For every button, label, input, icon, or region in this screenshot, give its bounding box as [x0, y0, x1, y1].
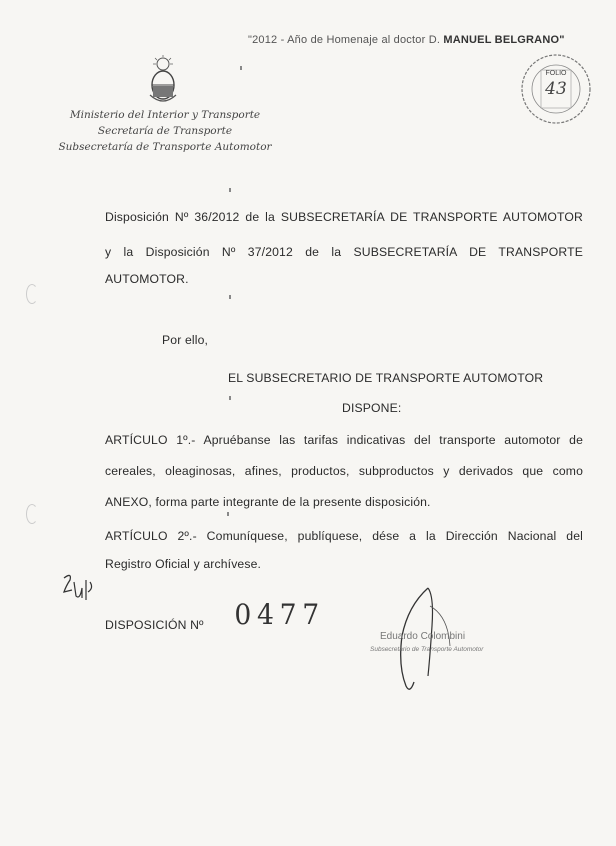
subsecretariat-line: Subsecretaría de Transporte Automotor	[58, 141, 272, 153]
body-line: AUTOMOTOR.	[105, 272, 189, 286]
por-ello: Por ello,	[162, 333, 209, 347]
scan-mark	[227, 512, 229, 516]
scan-mark	[229, 396, 231, 400]
punch-hole-mark	[26, 284, 38, 304]
punch-hole-mark	[26, 504, 38, 524]
signer-role: Subsecretario de Transporte Automotor	[370, 646, 484, 653]
folio-stamp	[519, 52, 593, 126]
scan-mark	[229, 188, 231, 192]
article-2-line: ARTÍCULO 2º.- Comuníquese, publíquese, dése a la Dirección Nacional del	[105, 529, 583, 543]
ministry-header	[45, 107, 285, 155]
dispone-heading: DISPONE:	[342, 401, 402, 415]
signer-name: Eduardo Colombini	[380, 631, 466, 642]
secretariat-line: Secretaría de Transporte	[97, 125, 233, 137]
article-1-line: ANEXO, forma parte integrante de la presente disposición.	[105, 495, 431, 509]
disposicion-label: DISPOSICIÓN Nº	[105, 618, 204, 632]
disposicion-number: 0477	[234, 598, 325, 631]
ministry-line: Ministerio del Interior y Transporte	[69, 109, 261, 121]
subsecretario-heading: EL SUBSECRETARIO DE TRANSPORTE AUTOMOTOR	[228, 371, 544, 385]
body-line: y la Disposición Nº 37/2012 de la SUBSECRETARÍA DE TRANSPORTE	[105, 245, 583, 259]
year-line-name: MANUEL BELGRANO"	[443, 34, 565, 46]
handwritten-initials-icon	[60, 570, 96, 606]
year-line-prefix: "2012 - Año de Homenaje al doctor D.	[248, 34, 444, 46]
scan-mark	[229, 295, 231, 299]
folio-label: FOLIO	[545, 70, 567, 77]
year-header-line	[248, 34, 565, 46]
article-1-line: ARTÍCULO 1º.- Apruébanse las tarifas indicativas del transporte automotor de	[105, 433, 583, 447]
coat-of-arms-icon	[147, 55, 179, 103]
body-line: Disposición Nº 36/2012 de la SUBSECRETARÍA DE TRANSPORTE AUTOMOTOR	[105, 210, 583, 224]
article-1-line: cereales, oleaginosas, afines, productos, subproductos y derivados que como	[105, 464, 583, 478]
folio-number: 43	[545, 79, 567, 99]
article-2-line: Registro Oficial y archívese.	[105, 557, 262, 571]
scan-mark	[240, 66, 242, 70]
